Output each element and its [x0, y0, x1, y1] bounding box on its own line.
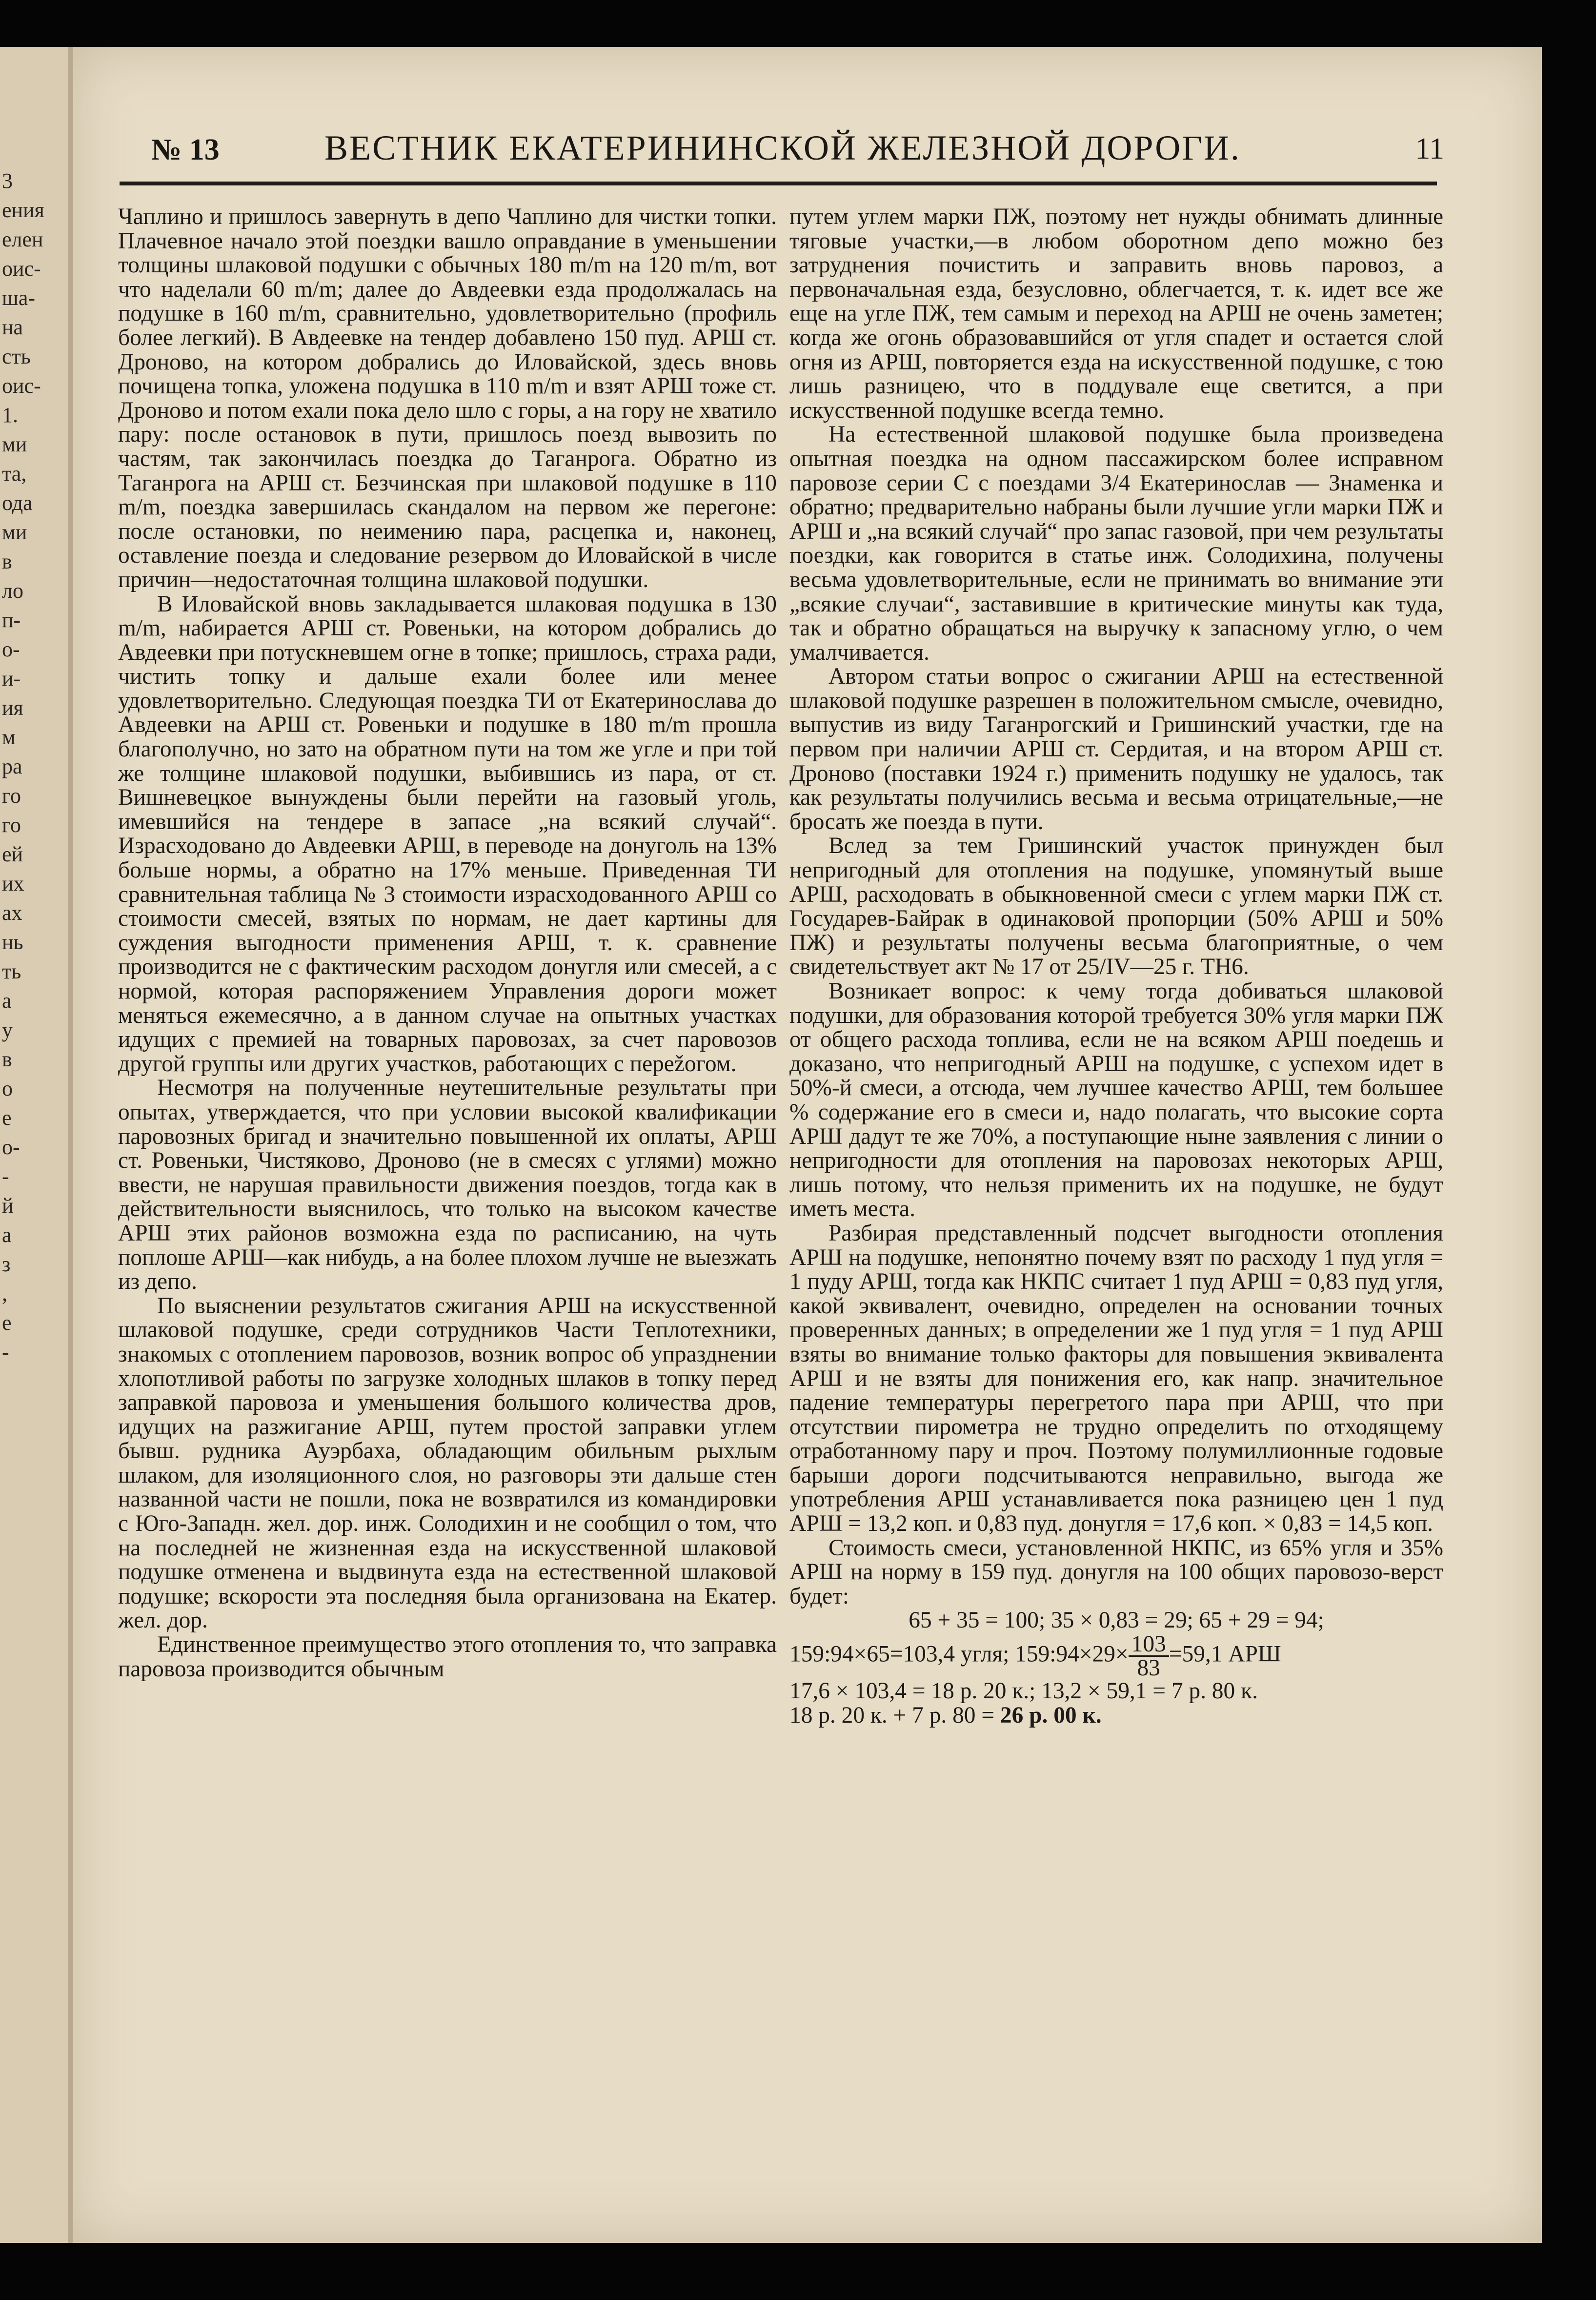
paragraph: Разбирая представленный подсчет выгодности отопления АРШ на подушке, непонятно почему взят по расходу 1 пуд угля = 1 пуду АРШ, тогда как НКПС считает 1 пуд АРШ = 0,83 пуд угля, какой эквивалент, очевидно, определен на основании точных проверенных данных; в определении же 1 пуд угля = 1 пуд АРШ взяты во внимание только факторы для повышения эквивалента АРШ и не взяты для понижения его, как напр. значительное падение температуры перегретого пара при АРШ, что при отсутствии пирометра не трудно определить по отходящему отработанному пару и проч. Поэтому полумиллионные годовые барыши дороги подсчитываются неправильно, выгода же употребления АРШ устанавливается пока разницею цен 1 пуд АРШ = 13,2 коп. и 0,83 пуд. донугля = 17,6 коп. × 0,83 = 14,5 коп.	[789, 1220, 1443, 1537]
prev-page-fragment: сть	[2, 345, 31, 368]
paragraph: По выяснении результатов сжигания АРШ на искусственной шлаковой подушке, среди сотрудников Части Теплотехники, знакомых с отоплением паровозов, возник вопрос об упразднении хлопотливой работы по загрузке холодных шлаков в топку перед заправкой паровоза и уменьшения большого количества дров, идущих на разжигание АРШ, путем простой заправки углем бывш. рудника Ауэрбаха, обладающим обильным рыхлым шлаком, для изоляционного слоя, но разговоры эти дальше стен названной части не пошли, пока не возвратился из командировки с Юго-Западн. жел. дор. инж. Солодихин и не сообщил о том, что на последней не жизненная езда на искусственной шлаковой подушке отменена и выдвинута езда на естественной шлаковой подушке; вскорости эта последняя была организована на Екатер. жел. дор.	[118, 1293, 777, 1633]
prev-page-fragment: ах	[2, 901, 22, 925]
prev-page-fragment: ода	[2, 491, 33, 515]
prev-page-fragment: ей	[2, 842, 23, 866]
prev-page-fragment: а	[2, 989, 12, 1013]
prev-page-fragment: го	[2, 813, 21, 837]
prev-page-fragment: з	[2, 1252, 11, 1276]
prev-page-fragment: ения	[2, 198, 44, 222]
page-header	[146, 128, 1444, 172]
prev-page-fragment: й	[2, 1194, 14, 1218]
prev-page-fragment: нь	[2, 930, 23, 954]
journal-title: ВЕСТНИК ЕКАТЕРИНИНСКОЙ ЖЕЛЕЗНОЙ ДОРОГИ.	[324, 128, 1241, 167]
prev-page-fragment: елен	[2, 227, 43, 251]
prev-page-fragment: е	[2, 1106, 12, 1130]
prev-page-fragment: ми	[2, 432, 27, 456]
prev-page-fragment: оис-	[2, 374, 41, 398]
formula-line	[789, 1704, 1443, 1728]
paragraph: Чаплино и пришлось завернуть в депо Чаплино для чистки топки. Плачевное начало этой поездки вашло оправдание в уменьшении толщины шлаковой подушки с обычных 180 m/m на 120 m/m, вот что наделали 60 m/m; далее до Авдеевки езда продолжалась на подушке в 160 m/m, сравнительно, удовлетворительно (профиль более легкий). В Авдеевке на тендер добавлено 150 пуд. АРШ ст. Дроново, на котором добрались до Иловайской, здесь вновь почищена топка, уложена подушка в 110 m/m и взят АРШ тоже ст. Дроново и потом ехали пока дело шло с горы, а на гору не хватило пару: после остановок в пути, пришлось поезд вывозить по частям, так закончилась поездка до Таганрога. Обратно из Таганрога на АРШ ст. Безчинская при шлаковой подушке в 110 m/m, поездка завершилась скандалом на первом же перегоне: после остановки, по неимению пара, расцепка и, наконец, оставление поезда и следование резервом до Иловайской в числе причин—недостаточная толщина шлаковой подушки.	[118, 204, 777, 592]
prev-page-fragment: 1.	[2, 403, 18, 427]
prev-page-fragment: и-	[2, 667, 21, 691]
paragraph: На естественной шлаковой подушке была произведена опытная поездка на одном пассажирском более исправном паровозе серии С с поездами 3/4 Екатеринослав — Знаменка и обратно; предварительно набраны были лучшие угли марки ПЖ и АРШ и „на всякий случай“ про запас газовой, при чем результаты поездки, как говорится в статье инж. Солодихина, получены весьма удовлетворительные, если не принимать во внимание эти „всякие случаи“, заставившие в критические минуты как туда, так и обратно обращаться на выручку к запасному углю, о чем умалчивается.	[789, 422, 1443, 665]
prev-page-fragment: их	[2, 872, 24, 896]
prev-page-fragment: о-	[2, 1135, 20, 1159]
prev-page-fragment: го	[2, 784, 21, 808]
prev-page-fragment: ть	[2, 959, 21, 983]
fraction-denominator: 83	[1137, 1655, 1160, 1681]
paragraph: Вслед за тем Гришинский участок принужден был непригодный для отопления на подушке, упомянутый выше АРШ, расходовать в обыкновенной смеси с углем марки ПЖ ст. Государев-Байрак в одинаковой пропорции (50% АРШ и 50% ПЖ) и результаты получены весьма благоприятные, о чем свидетельствует акт № 17 от 25/IV—25 г. ТН6.	[789, 833, 1443, 980]
formula-result: 26 р. 00 к.	[1000, 1702, 1102, 1728]
prev-page-fragment: о-	[2, 637, 20, 661]
prev-page-fragment: -	[2, 1340, 9, 1364]
prev-page-fragment: м	[2, 725, 16, 749]
fraction	[1129, 1633, 1169, 1679]
formula-part: 159:94×65=103,4 угля; 159:94×29×	[789, 1641, 1129, 1667]
prev-page-fragment: а	[2, 1223, 12, 1247]
prev-page-fragment: ша-	[2, 286, 36, 310]
prev-page-fragment: в	[2, 1047, 12, 1071]
page-number: 11	[1415, 132, 1444, 165]
previous-page-edge	[0, 47, 73, 2243]
prev-page-fragment: -	[2, 1164, 9, 1188]
prev-page-fragment: е	[2, 1311, 12, 1335]
paragraph: Единственное преимущество этого отопления то, что заправка паровоза производится обычным	[118, 1632, 777, 1682]
paragraph: Несмотря на полученные неутешительные результаты при опытах, утверждается, что при условии высокой квалификации паровозных бригад и значительно повышенной их оплаты, АРШ ст. Ровеньки, Чистяково, Дроново (не в смесях с углями) можно ввести, не нарушая правильности движения поездов, тогда как в действительности выяснилось, что только на высоком качестве АРШ этих районов возможна езда по расписанию, на чуть поплоше АРШ—как нибудь, а на более плохом лучше не выезжать из депо.	[118, 1075, 777, 1295]
paragraph: Автором статьи вопрос о сжигании АРШ на естественной шлаковой подушке разрешен в положительном смысле, очевидно, выпустив из виду Таганрогский и Гришинский участки, где на первом при наличии АРШ ст. Сердитая, и на втором АРШ ст. Дроново (поставки 1924 г.) применить подушку не удалось, так как результаты получились весьма и весьма отрицательные,—не бросать же поезда в пути.	[789, 664, 1443, 835]
header-rule	[120, 182, 1437, 185]
paragraph: путем углем марки ПЖ, поэтому нет нужды обнимать длинные тяговые участки,—в любом оборотном депо можно без затруднения почистить и заправить вновь паровоз, а первоначальная езда, безусловно, облегчается, т. к. идет все же еще на угле ПЖ, тем самым и переход на АРШ не очень заметен; когда же огонь образовавшийся от угля спадет и остается слой огня из АРШ, повторяется езда на искусственной подушке, с тою лишь разницею, что в поддувале еще светится, а при искусственной подушке всегда темно.	[789, 204, 1443, 423]
formula-part: =59,1 АРШ	[1169, 1641, 1281, 1667]
paragraph: Возникает вопрос: к чему тогда добиваться шлаковой подушки, для образования которой требуется 30% угля марки ПЖ от общего расхода топлива, если не на всяком АРШ поедешь и доказано, что непригодный АРШ на подушке, с успехом идет в 50%-й смеси, а отсюда, чем лучшее качество АРШ, тем большее % содержание его в смеси и, надо полагать, что высокие сорта АРШ дадут те же 70%, а поступающие ныне заявления с линии о непригодности для отопления на паровозах некоторых АРШ, лишь потому, что нельзя применить их на подушке, не будут иметь места.	[789, 978, 1443, 1222]
paragraph: В Иловайской вновь закладывается шлаковая подушка в 130 m/m, набирается АРШ ст. Ровеньки, на котором добрались до Авдеевки при потускневшем огне в топке; пришлось, страха ради, чистить топку и дальше ехали более или менее удовлетворительно. Следующая поездка ТИ от Екатеринослава до Авдеевки на АРШ ст. Ровеньки и подушке в 180 m/m прошла благополучно, но зато на обратном пути на том же угле и при той же толщине шлаковой подушки, выбившись из пара, от ст. Вишневецкое вынуждены были перейти на газовый уголь, имевшийся на тендере в запасе „на всякий случай“. Израсходовано до Авдеевки АРШ, в переводе на донуголь на 13% больше нормы, а обратно на 17% меньше. Приведенная ТИ сравнительная таблица № 3 стоимости израсходованного АРШ со стоимости смесей, взятых по нормам, не дает картины для суждения выгодности применения АРШ, т. к. сравнение производится не с фактическим расходом донугля или смесей, а с нормой, которая распоряжением Управления дороги может меняться ежемесячно, а в данном случае на опытных участках идущих с премией на товарных паровозах, за счет паровозов другой группы или других участков, работающих с перežогом.	[118, 591, 777, 1077]
prev-page-fragment: на	[2, 315, 23, 339]
prev-page-fragment: в	[2, 550, 12, 573]
fraction-numerator: 103	[1129, 1633, 1169, 1657]
prev-page-fragment: 3	[2, 169, 13, 193]
prev-page-fragment: оис-	[2, 257, 41, 281]
formula-line	[789, 1633, 1443, 1679]
prev-page-fragment: ло	[2, 579, 23, 603]
prev-page-fragment: о	[2, 1077, 13, 1100]
formula-part: 18 р. 20 к. + 7 р. 80 =	[789, 1702, 1000, 1728]
issue-number: № 13	[151, 133, 220, 166]
formula-line: 17,6 × 103,4 = 18 р. 20 к.; 13,2 × 59,1 = 7 р. 80 к.	[789, 1678, 1258, 1704]
prev-page-fragment: ,	[2, 1282, 7, 1305]
formula-line: 65 + 35 = 100; 35 × 0,83 = 29; 65 + 29 = 94;	[909, 1608, 1324, 1633]
prev-page-fragment: у	[2, 1018, 13, 1042]
prev-page-fragment: та,	[2, 462, 27, 486]
right-column	[789, 205, 1443, 1728]
paragraph: Стоимость смеси, установленной НКПС, из 65% угля и 35% АРШ на норму в 159 пуд. донугля на 100 общих паровозо-верст будет:	[789, 1535, 1443, 1609]
left-column	[118, 205, 777, 1681]
prev-page-fragment: ия	[2, 696, 23, 720]
prev-page-fragment: ра	[2, 754, 22, 778]
prev-page-fragment: п-	[2, 608, 21, 632]
prev-page-fragment: ми	[2, 520, 27, 544]
